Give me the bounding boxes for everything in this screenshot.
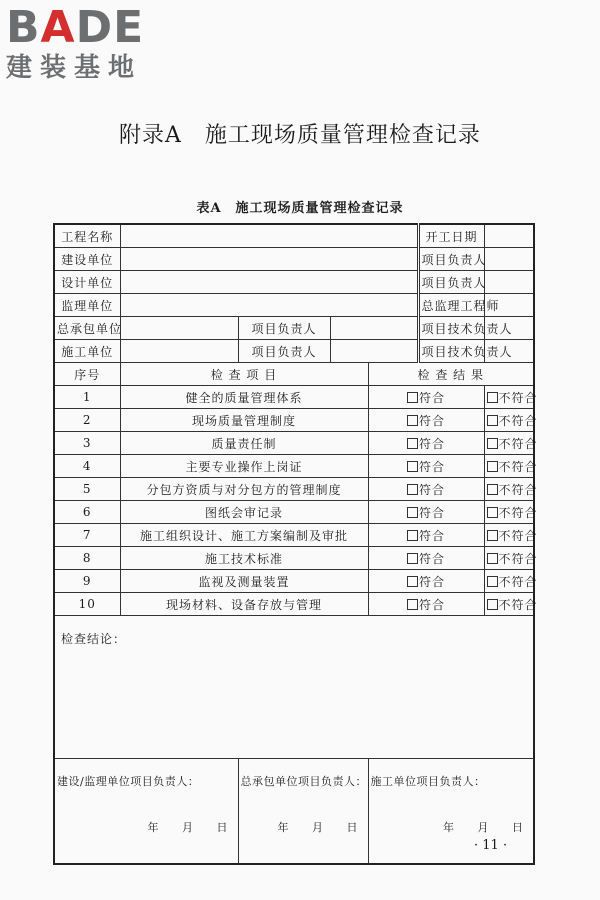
signature-label: 施工单位项目负责人： — [370, 775, 486, 788]
item-row — [54, 432, 534, 455]
fail-option[interactable] — [484, 570, 538, 593]
signature-date: 年 月 日 — [443, 821, 523, 834]
pass-label: 符合 — [418, 482, 445, 497]
item-number: 1 — [54, 386, 120, 409]
item-row — [54, 524, 534, 547]
fail-option[interactable] — [484, 593, 538, 616]
checkbox-icon[interactable] — [487, 461, 498, 472]
checkbox-icon[interactable] — [487, 599, 498, 610]
table-caption: 表A 施工现场质量管理检查记录 — [196, 201, 404, 216]
item-label: 图纸会审记录 — [120, 501, 368, 524]
fail-label: 不符合 — [498, 413, 538, 428]
designer-label: 设计单位 — [54, 271, 120, 294]
appendix-title: 附录A 施工现场质量管理检查记录 — [119, 123, 481, 148]
builder-leader-label: 项目负责人 — [418, 248, 484, 271]
builder-value[interactable] — [120, 248, 418, 271]
item-label: 现场材料、设备存放与管理 — [120, 593, 368, 616]
pass-option[interactable] — [368, 570, 484, 593]
construction-unit-label: 施工单位 — [54, 340, 120, 363]
signature-cell-1[interactable] — [54, 759, 238, 865]
item-row — [54, 478, 534, 501]
pass-option[interactable] — [368, 501, 484, 524]
checkbox-icon[interactable] — [407, 553, 418, 564]
supervisor-label: 监理单位 — [54, 294, 120, 317]
checkbox-icon[interactable] — [407, 392, 418, 403]
pass-label: 符合 — [418, 505, 445, 520]
start-date-value[interactable] — [484, 224, 534, 248]
fail-label: 不符合 — [498, 505, 538, 520]
header-row — [54, 224, 534, 248]
item-number: 5 — [54, 478, 120, 501]
header-row — [54, 271, 534, 294]
inspection-record-table — [53, 223, 538, 865]
fail-option[interactable] — [484, 478, 538, 501]
builder-label: 建设单位 — [54, 248, 120, 271]
signature-label: 建设/监理单位项目负责人： — [57, 775, 200, 788]
pass-option[interactable] — [368, 455, 484, 478]
designer-leader-label: 项目负责人 — [418, 271, 484, 294]
header-row — [54, 294, 534, 317]
checkbox-icon[interactable] — [407, 461, 418, 472]
item-number: 8 — [54, 547, 120, 570]
column-header-row — [54, 363, 534, 386]
logo-subtitle: 建装基地 — [6, 53, 143, 83]
signature-date: 年 月 日 — [147, 821, 228, 834]
fail-label: 不符合 — [498, 482, 538, 497]
pass-label: 符合 — [418, 413, 445, 428]
conclusion-row — [54, 616, 534, 759]
cu-tech-leader-label: 项目技术负责人 — [418, 340, 484, 363]
item-row — [54, 501, 534, 524]
item-row — [54, 455, 534, 478]
item-label: 健全的质量管理体系 — [120, 386, 368, 409]
fail-option[interactable] — [484, 455, 538, 478]
checkbox-icon[interactable] — [407, 599, 418, 610]
pass-label: 符合 — [418, 551, 445, 566]
construction-unit-value[interactable] — [120, 340, 238, 363]
fail-label: 不符合 — [498, 436, 538, 451]
pass-label: 符合 — [418, 390, 445, 405]
pass-option[interactable] — [368, 547, 484, 570]
item-number: 6 — [54, 501, 120, 524]
logo — [6, 2, 176, 84]
general-contractor-label: 总承包单位 — [54, 317, 120, 340]
checkbox-icon[interactable] — [407, 415, 418, 426]
checkbox-icon[interactable] — [487, 576, 498, 587]
gc-leader-label: 项目负责人 — [238, 317, 330, 340]
signature-row — [54, 759, 534, 865]
item-number: 2 — [54, 409, 120, 432]
fail-label: 不符合 — [498, 551, 538, 566]
fail-label: 不符合 — [498, 390, 538, 405]
pass-option[interactable] — [368, 478, 484, 501]
checkbox-icon[interactable] — [487, 415, 498, 426]
pass-label: 符合 — [418, 436, 445, 451]
pass-option[interactable] — [368, 524, 484, 547]
designer-value[interactable] — [120, 271, 418, 294]
item-label: 施工技术标准 — [120, 547, 368, 570]
item-row — [54, 409, 534, 432]
pass-label: 符合 — [418, 574, 445, 589]
fail-label: 不符合 — [498, 459, 538, 474]
conclusion-label: 检查结论： — [61, 632, 127, 646]
item-label: 分包方资质与对分包方的管理制度 — [120, 478, 368, 501]
designer-leader-value[interactable] — [484, 271, 534, 294]
fail-option[interactable] — [484, 386, 538, 409]
general-contractor-value[interactable] — [120, 317, 238, 340]
pass-label: 符合 — [418, 528, 445, 543]
cu-leader-label: 项目负责人 — [238, 340, 330, 363]
item-row — [54, 386, 534, 409]
checkbox-icon[interactable] — [487, 507, 498, 518]
fail-label: 不符合 — [498, 528, 538, 543]
item-label: 主要专业操作上岗证 — [120, 455, 368, 478]
pass-option[interactable] — [368, 593, 484, 616]
gc-tech-leader-label: 项目技术负责人 — [418, 317, 484, 340]
page-number: · 11 · — [474, 838, 508, 853]
item-number: 4 — [54, 455, 120, 478]
item-number: 9 — [54, 570, 120, 593]
fail-option[interactable] — [484, 524, 538, 547]
checkbox-icon[interactable] — [407, 530, 418, 541]
fail-option[interactable] — [484, 432, 538, 455]
fail-label: 不符合 — [498, 597, 538, 612]
conclusion-cell[interactable] — [54, 616, 534, 759]
header-row — [54, 248, 534, 271]
checkbox-icon[interactable] — [487, 484, 498, 495]
signature-cell-2[interactable] — [238, 759, 368, 865]
fail-option[interactable] — [484, 547, 538, 570]
seq-header: 序号 — [54, 363, 120, 386]
builder-leader-value[interactable] — [484, 248, 534, 271]
checkbox-icon[interactable] — [407, 507, 418, 518]
pass-option[interactable] — [368, 386, 484, 409]
fail-option[interactable] — [484, 409, 538, 432]
pass-label: 符合 — [418, 597, 445, 612]
header-row — [54, 340, 534, 363]
checkbox-icon[interactable] — [407, 484, 418, 495]
checkbox-icon[interactable] — [487, 392, 498, 403]
project-name-value[interactable] — [120, 224, 418, 248]
item-label: 施工组织设计、施工方案编制及审批 — [120, 524, 368, 547]
logo-brand: BADE — [6, 2, 145, 53]
pass-label: 符合 — [418, 459, 445, 474]
checkbox-icon[interactable] — [487, 530, 498, 541]
item-row — [54, 570, 534, 593]
project-name-label: 工程名称 — [54, 224, 120, 248]
item-label: 监视及测量装置 — [120, 570, 368, 593]
supervisor-value[interactable] — [120, 294, 418, 317]
signature-label: 总承包单位项目负责人： — [240, 775, 367, 788]
checkbox-icon[interactable] — [487, 553, 498, 564]
signature-date: 年 月 日 — [277, 821, 358, 834]
result-header: 检 查 结 果 — [368, 363, 534, 386]
checkbox-icon[interactable] — [487, 438, 498, 449]
start-date-label: 开工日期 — [418, 224, 484, 248]
fail-label: 不符合 — [498, 574, 538, 589]
checkbox-icon[interactable] — [407, 438, 418, 449]
chief-supervisor-label: 总监理工程师 — [418, 294, 484, 317]
item-row — [54, 593, 534, 616]
header-row — [54, 317, 534, 340]
item-row — [54, 547, 534, 570]
item-label: 现场质量管理制度 — [120, 409, 368, 432]
gc-leader-value[interactable] — [330, 317, 418, 340]
item-number: 10 — [54, 593, 120, 616]
pass-option[interactable] — [368, 409, 484, 432]
item-label: 质量责任制 — [120, 432, 368, 455]
pass-option[interactable] — [368, 432, 484, 455]
item-number: 3 — [54, 432, 120, 455]
fail-option[interactable] — [484, 501, 538, 524]
checkbox-icon[interactable] — [407, 576, 418, 587]
item-number: 7 — [54, 524, 120, 547]
cu-leader-value[interactable] — [330, 340, 418, 363]
item-header: 检 查 项 目 — [120, 363, 368, 386]
signature-cell-3[interactable] — [368, 759, 534, 865]
